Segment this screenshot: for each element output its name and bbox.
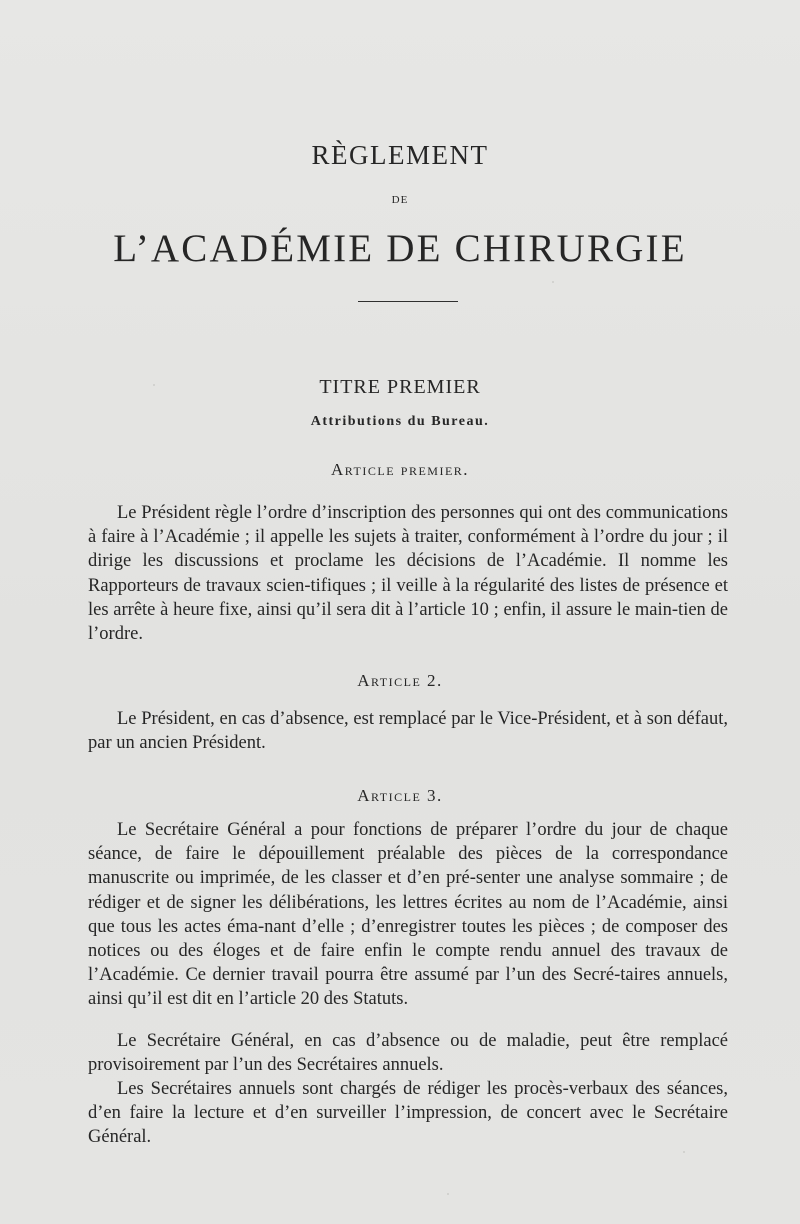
title-divider [358, 301, 458, 302]
article-2-paragraph: Le Président, en cas d’absence, est remplacé par le Vice-Président, et à son défaut, par un ancien Président. [88, 709, 728, 754]
article-3-paragraph-3: Les Secrétaires annuels sont chargés de rédiger les procès-verbaux des séances, d’en faire la lecture et d’en surveiller l’impression, de concert avec le Secrétaire Général. [88, 1079, 728, 1148]
article-2-text [88, 707, 728, 755]
institution-title: L’ACADÉMIE DE CHIRURGIE [113, 227, 687, 270]
section-title: TITRE PREMIER [319, 376, 481, 398]
article-3-text-block-1 [88, 818, 728, 1012]
title-connector: DE [391, 194, 409, 206]
paper-speck [552, 281, 554, 283]
section-subtitle: Attributions du Bureau. [310, 414, 490, 429]
article-3-heading-text: Article 3. [357, 786, 443, 805]
article-2-heading-text: Article 2. [357, 671, 443, 690]
article-premier-text [88, 501, 728, 646]
paper-speck [447, 1193, 449, 1195]
paper-speck [683, 1151, 685, 1153]
article-premier-paragraph: Le Président règle l’ordre d’inscription des personnes qui ont des communications à faire à l’Académie ; il appelle les sujets à traiter, conformément à l’ordre du jour ; il dirige les discussions et proclame les décisions de l’Académie. Il nomme les Rapporteurs de travaux scien-tifiques ; il veille à la régularité des listes de présence et les arrête à heure fixe, ainsi qu’il sera dit à l’article 10 ; enfin, il assure le main-tien de l’ordre. [88, 503, 728, 645]
article-3-text-block-2 [88, 1029, 728, 1077]
article-2-heading [0, 671, 800, 691]
document-title: RÈGLEMENT [311, 140, 489, 170]
article-3-paragraph-1: Le Secrétaire Général a pour fonctions de préparer l’ordre du jour de chaque séance, de faire le dépouillement préalable des pièces de la correspondance manuscrite ou imprimée, de les classer et d’en pré-senter une analyse sommaire ; de rédiger et de signer les délibérations, les lettres écrites au nom de l’Académie, ainsi que tous les actes éma-nant d’elle ; d’enregistrer toutes les pièces ; de composer des notices ou des éloges et de faire enfin le compte rendu annuel des travaux de l’Académie. Ce dernier travail pourra être assumé par l’un des Secré-taires annuels, ainsi qu’il est dit en l’article 20 des Statuts. [88, 820, 728, 1010]
article-premier-heading [0, 460, 800, 480]
article-3-heading [0, 786, 800, 806]
article-3-paragraph-2: Le Secrétaire Général, en cas d’absence ou de maladie, peut être remplacé provisoirement par l’un des Secrétaires annuels. [88, 1031, 728, 1076]
article-premier-heading-text: Article premier. [330, 460, 470, 479]
paper-speck [153, 384, 155, 386]
article-3-text-block-3 [88, 1077, 728, 1150]
